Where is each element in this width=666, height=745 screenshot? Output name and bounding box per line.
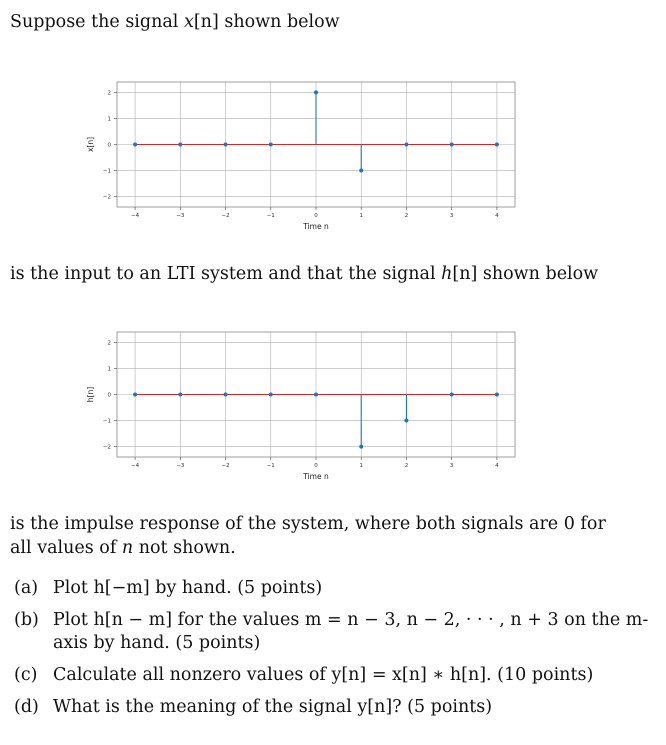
input-text-end: shown below bbox=[477, 264, 599, 284]
question-a bbox=[14, 577, 654, 600]
y-tick-label: −1 bbox=[102, 168, 111, 175]
y-tick-label: 0 bbox=[107, 142, 111, 149]
y-axis-label: x[n] bbox=[86, 136, 95, 153]
y-tick-label: −1 bbox=[102, 418, 111, 425]
stem-marker bbox=[359, 169, 363, 173]
y-tick-label: −2 bbox=[102, 444, 111, 451]
stem-marker bbox=[133, 393, 137, 397]
x-tick-label: 3 bbox=[449, 463, 454, 469]
stem-marker bbox=[314, 393, 318, 397]
x-tick-label: −4 bbox=[131, 463, 140, 469]
intro-text: Suppose the signal bbox=[10, 12, 184, 32]
intro-text-end: shown below bbox=[218, 12, 340, 32]
y-tick-label: 2 bbox=[107, 90, 111, 97]
x-tick-label: 0 bbox=[314, 463, 318, 469]
stem-marker bbox=[495, 393, 499, 397]
impulse-response-paragraph bbox=[10, 512, 630, 560]
x-tick-label: −4 bbox=[131, 213, 140, 219]
stem-marker bbox=[178, 143, 182, 147]
question-c bbox=[14, 664, 654, 687]
x-tick-label: 1 bbox=[359, 463, 363, 469]
x-tick-label: 4 bbox=[495, 213, 499, 219]
x-tick-label: 1 bbox=[359, 213, 363, 219]
y-axis-label: h[n] bbox=[86, 386, 95, 403]
x-tick-label: 4 bbox=[495, 463, 499, 469]
impulse-text: is the impulse response of the system, where both signals are 0 for all values of bbox=[10, 514, 606, 558]
input-text: is the input to an LTI system and that the signal bbox=[10, 264, 442, 284]
stem-marker bbox=[404, 143, 408, 147]
x-tick-label: −2 bbox=[221, 463, 230, 469]
x-tick-label: 3 bbox=[449, 213, 454, 219]
stem-marker bbox=[495, 143, 499, 147]
y-tick-label: 1 bbox=[107, 366, 111, 373]
stem-marker bbox=[269, 393, 273, 397]
question-d bbox=[14, 696, 654, 719]
y-tick-label: 1 bbox=[107, 116, 111, 123]
x-tick-label: 2 bbox=[404, 463, 409, 469]
signal-h-index: [n] bbox=[452, 264, 478, 284]
stem-marker bbox=[359, 445, 363, 449]
stem-marker bbox=[178, 393, 182, 397]
question-label: (c) bbox=[14, 665, 38, 685]
question-list bbox=[14, 577, 654, 728]
stem-marker bbox=[133, 143, 137, 147]
stem-marker bbox=[404, 419, 408, 423]
question-text: Plot h[n − m] for the values m = n − 3, n − 2, · · · , n + 3 on the m-axis by hand. (5 points) bbox=[53, 610, 649, 653]
question-label: (b) bbox=[14, 610, 39, 630]
input-paragraph bbox=[10, 262, 598, 286]
stem-marker bbox=[450, 393, 454, 397]
x-tick-label: 2 bbox=[404, 213, 409, 219]
y-tick-label: 2 bbox=[107, 340, 111, 347]
x-tick-label: −3 bbox=[176, 213, 185, 219]
stem-marker bbox=[224, 393, 228, 397]
question-text: What is the meaning of the signal y[n]? (5 points) bbox=[53, 697, 493, 717]
intro-paragraph bbox=[10, 10, 340, 34]
question-text: Plot h[−m] by hand. (5 points) bbox=[53, 578, 323, 598]
stem-marker bbox=[450, 143, 454, 147]
x-tick-label: −1 bbox=[266, 463, 275, 469]
x-axis-label: Time n bbox=[303, 472, 329, 481]
signal-x-symbol: x bbox=[183, 12, 194, 32]
y-tick-label: −2 bbox=[102, 194, 111, 201]
stem-marker bbox=[269, 143, 273, 147]
stem-marker bbox=[314, 90, 318, 94]
signal-x-index: [n] bbox=[193, 12, 219, 32]
x-tick-label: −3 bbox=[176, 463, 185, 469]
signal-h-symbol: h bbox=[441, 264, 453, 284]
question-label: (d) bbox=[14, 697, 39, 717]
x-tick-label: −1 bbox=[266, 213, 275, 219]
variable-n: n bbox=[121, 538, 134, 558]
question-b bbox=[14, 609, 654, 655]
h-signal-stem-plot bbox=[85, 328, 525, 483]
x-axis-label: Time n bbox=[303, 222, 329, 231]
x-tick-label: −2 bbox=[221, 213, 230, 219]
stem-marker bbox=[224, 143, 228, 147]
impulse-text-end: not shown. bbox=[133, 538, 236, 558]
y-tick-label: 0 bbox=[107, 392, 111, 399]
x-tick-label: 0 bbox=[314, 213, 318, 219]
x-signal-stem-plot bbox=[85, 78, 525, 233]
question-text: Calculate all nonzero values of y[n] = x[n] ∗ h[n]. (10 points) bbox=[53, 665, 594, 685]
question-label: (a) bbox=[14, 578, 39, 598]
